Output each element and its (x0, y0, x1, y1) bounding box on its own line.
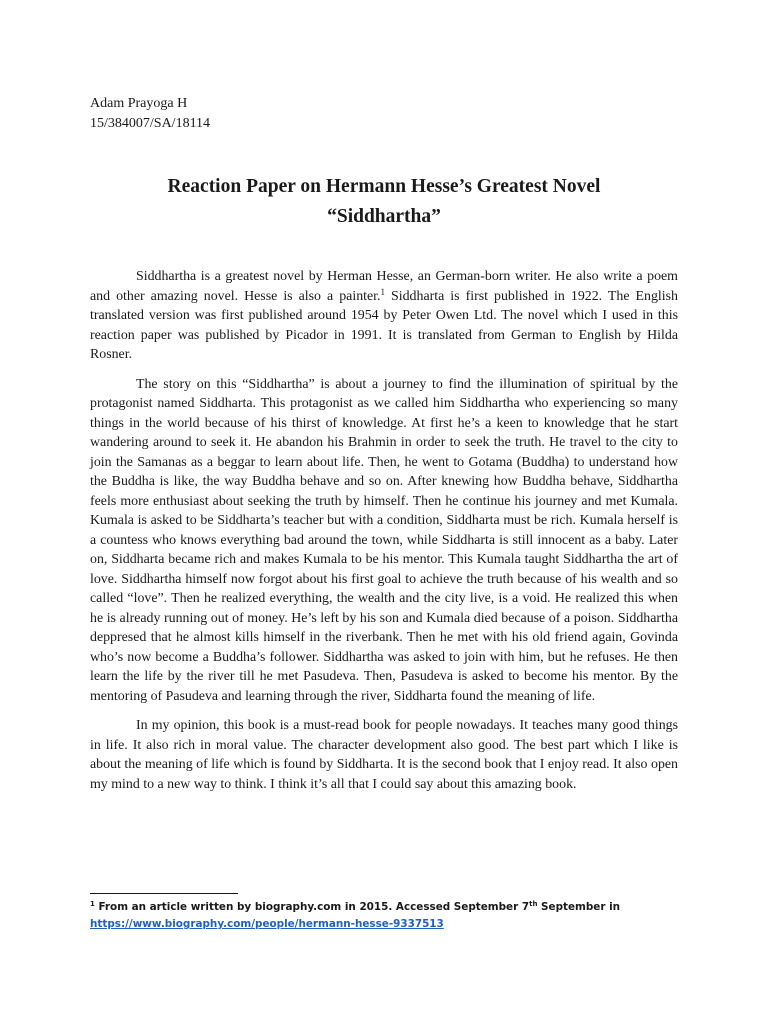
paragraph-intro-part-1: Siddhartha is a greatest novel by Herman Hesse, an German-born writer. He also write a poem and other amazing novel. Hesse is also a painter. (90, 269, 678, 304)
footnote-number: 1 (90, 900, 95, 908)
paragraph-story: The story on this “Siddhartha” is about a journey to find the illumination of spiritual by the protagonist named Siddharta. This protagonist as we called him Siddhartha who experiencing so many things in the world because of his thirst of knowledge. At first he’s a keen to knowledge that he start wandering around to seek it. He abandon his Brahmin in order to seek the truth. He travel to the city to join the Samanas as a beggar to learn about life. Then, he went to Gotama (Buddha) to understand how the Buddha is like, the way Buddha behave and so on. After knewing how Buddha behave, Siddhartha feels more enthusiast about seeking the truth by himself. Then he continue his journey and met Kumala. Kumala is asked to be Siddharta’s teacher but with a condition, Siddharta must be rich. Kumala herself is a countess who knows everything bad around the town, while Siddharta is still innocent as a baby. Later on, Siddharta became rich and makes Kumala to be his mentor. This Kumala taught Siddhartha the art of love. Siddhartha himself now forgot about his first goal to achieve the truth because of his wealth and so called “love”. Then he realized everything, the wealth and the city live, is a void. He realized this when he is already running out of money. He’s left by his son and Kumala died because of a poison. Siddhartha deppresed that he almost kills himself in the riverbank. Then he met with his old friend again, Govinda who’s now become a Buddha’s follower. Siddhartha was asked to join with him, but he refuses. He then learn the life by the river till he met Pasudeva. Then, Pasudeva is asked to become his mentor. By the mentoring of Pasudeva and learning through the river, Siddharta found the meaning of life. (90, 376, 678, 704)
footnote-line-1 (90, 899, 680, 916)
author-name: Adam Prayoga H (90, 96, 188, 111)
author-block (90, 94, 210, 133)
footnote-link[interactable]: https://www.biography.com/people/hermann-hesse-9337513 (90, 918, 444, 930)
paragraph-intro (90, 267, 678, 365)
title-line-1: Reaction Paper on Hermann Hesse’s Greatest Novel (167, 176, 601, 197)
body-text (90, 267, 678, 804)
footnote (90, 899, 680, 933)
paper-title (60, 172, 708, 232)
paragraph-intro-part-2: Siddharta is first published in 1922. The English translated version was first published around 1954 by Peter Owen Ltd. The novel which I used in this reaction paper was published by Picador in 1991. It is translated from German to English by Hilda Rosner. (90, 288, 678, 362)
title-line-2: “Siddhartha” (327, 206, 441, 227)
footnote-separator (90, 893, 238, 894)
footnote-text-part-2: September in (537, 901, 621, 913)
footnote-text-part-1: From an article written by biography.com in 2015. Accessed September 7 (94, 901, 530, 913)
footnote-ordinal-suffix: th (529, 900, 538, 908)
paragraph-opinion: In my opinion, this book is a must-read book for people nowadays. It teaches many good things in life. It also rich in moral value. The character development also good. The best part which I like is about the meaning of life which is found by Siddharta. It is the second book that I enjoy read. It also open my mind to a new way to think. I think it’s all that I could say about this amazing book. (90, 718, 678, 792)
footnote-reference: 1 (380, 286, 385, 297)
student-id: 15/384007/SA/18114 (90, 115, 211, 131)
footnote-line-2 (90, 916, 680, 933)
